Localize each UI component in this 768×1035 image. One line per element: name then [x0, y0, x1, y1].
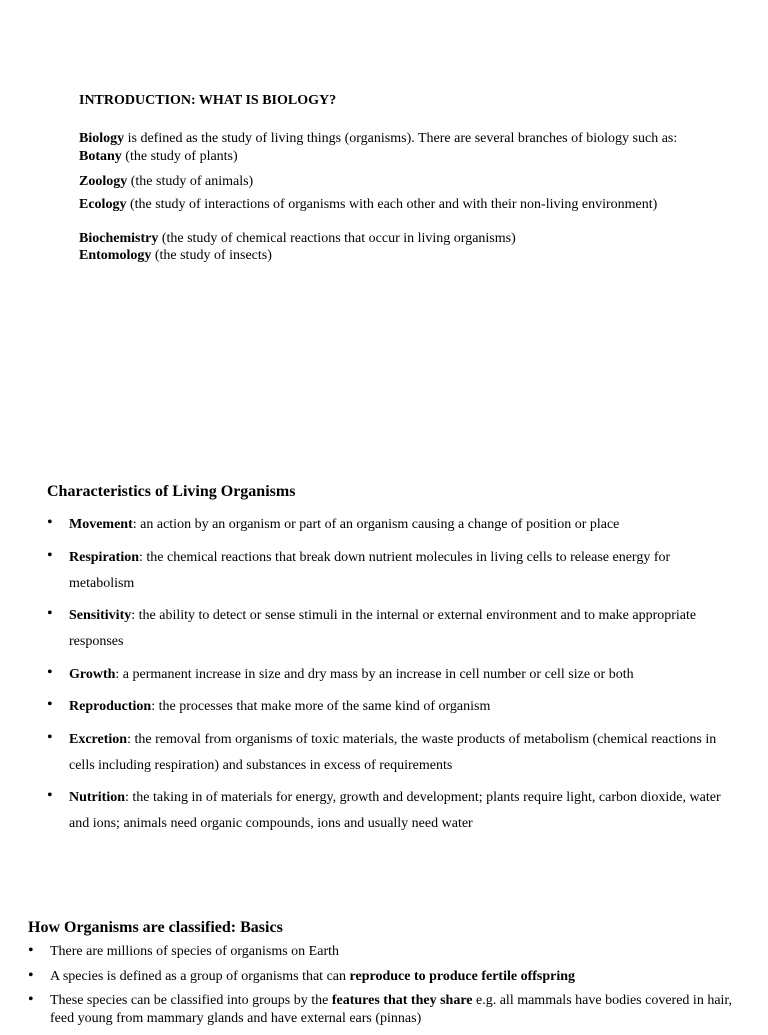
- item-emphasis: reproduce to produce fertile offspring: [349, 968, 576, 984]
- bullet-icon: •: [47, 663, 53, 681]
- item-text: : the processes that make more of the same kind of organism: [151, 699, 491, 714]
- list-item: [47, 545, 727, 597]
- biology-term: Biology: [79, 131, 125, 146]
- biology-definition-text: is defined as the study of living things (organisms). There are several branches of biology such as:: [124, 131, 678, 146]
- item-text: e.g. all mammals have bodies covered in hair, feed young from mammary glands and have external ears (pinnas): [50, 993, 733, 1026]
- list-item: [28, 992, 758, 1028]
- botany-term: Botany: [79, 149, 122, 164]
- zoology-line: [79, 174, 253, 190]
- classification-list: [28, 943, 758, 1035]
- list-item: [47, 694, 727, 720]
- classification-heading: How Organisms are classified: Basics: [28, 919, 283, 936]
- item-text: These species can be classified into groups by the: [50, 993, 332, 1008]
- list-item: [28, 968, 758, 986]
- bullet-icon: •: [47, 728, 53, 746]
- ecology-line: [79, 196, 679, 213]
- bullet-icon: •: [28, 991, 34, 1008]
- characteristics-heading: Characteristics of Living Organisms: [47, 483, 296, 500]
- biology-definition: [79, 130, 689, 166]
- entomology-line: [79, 248, 272, 264]
- list-item: [47, 662, 727, 688]
- biochemistry-term: Biochemistry: [79, 231, 159, 246]
- zoology-definition: (the study of animals): [127, 174, 254, 189]
- list-item: [47, 727, 727, 779]
- ecology-term: Ecology: [79, 197, 127, 212]
- biochemistry-definition: (the study of chemical reactions that occur in living organisms): [158, 231, 516, 246]
- item-text: : the taking in of materials for energy, growth and development; plants require light, carbon dioxide, water and ions; animals need organic compounds, ions and usually need water: [69, 790, 721, 831]
- characteristics-list: [47, 512, 727, 844]
- item-term: Excretion: [69, 731, 128, 747]
- bullet-icon: •: [28, 966, 34, 984]
- item-text: : a permanent increase in size and dry mass by an increase in cell number or cell size or both: [115, 666, 634, 682]
- list-item: [47, 512, 727, 538]
- ecology-definition: (the study of interactions of organisms with each other and with their non-living environment): [126, 197, 658, 212]
- list-item: [47, 603, 727, 655]
- zoology-term: Zoology: [79, 174, 128, 189]
- entomology-definition: (the study of insects): [151, 248, 272, 263]
- bullet-icon: •: [47, 787, 53, 804]
- item-term: Growth: [69, 666, 116, 682]
- bullet-icon: •: [47, 696, 53, 713]
- item-text: : the removal from organisms of toxic materials, the waste products of metabolism (chemical reactions in cells including respiration) and substances in excess of requirements: [69, 731, 717, 773]
- item-term: Movement: [69, 517, 133, 532]
- item-emphasis: features that they share: [331, 993, 473, 1008]
- bullet-icon: •: [28, 942, 34, 959]
- item-term: Sensitivity: [69, 608, 132, 623]
- intro-title: INTRODUCTION: WHAT IS BIOLOGY?: [79, 93, 337, 108]
- list-item: [47, 785, 727, 837]
- bullet-icon: •: [47, 605, 53, 622]
- item-text: : an action by an organism or part of an organism causing a change of position or place: [132, 517, 620, 532]
- item-text: There are millions of species of organisms on Earth: [50, 944, 339, 959]
- item-term: Nutrition: [69, 790, 125, 805]
- item-text: : the chemical reactions that break down nutrient molecules in living cells to release energy for metabolism: [69, 549, 671, 591]
- item-term: Reproduction: [69, 699, 152, 714]
- item-term: Respiration: [69, 549, 139, 565]
- entomology-term: Entomology: [79, 248, 152, 263]
- biochemistry-line: [79, 231, 516, 247]
- item-text: A species is defined as a group of organisms that can: [50, 968, 350, 984]
- item-text: : the ability to detect or sense stimuli in the internal or external environment and to make appropriate responses: [69, 608, 697, 649]
- list-item: [28, 943, 758, 961]
- bullet-icon: •: [47, 546, 53, 564]
- bullet-icon: •: [47, 514, 53, 531]
- botany-definition: (the study of plants): [121, 149, 238, 164]
